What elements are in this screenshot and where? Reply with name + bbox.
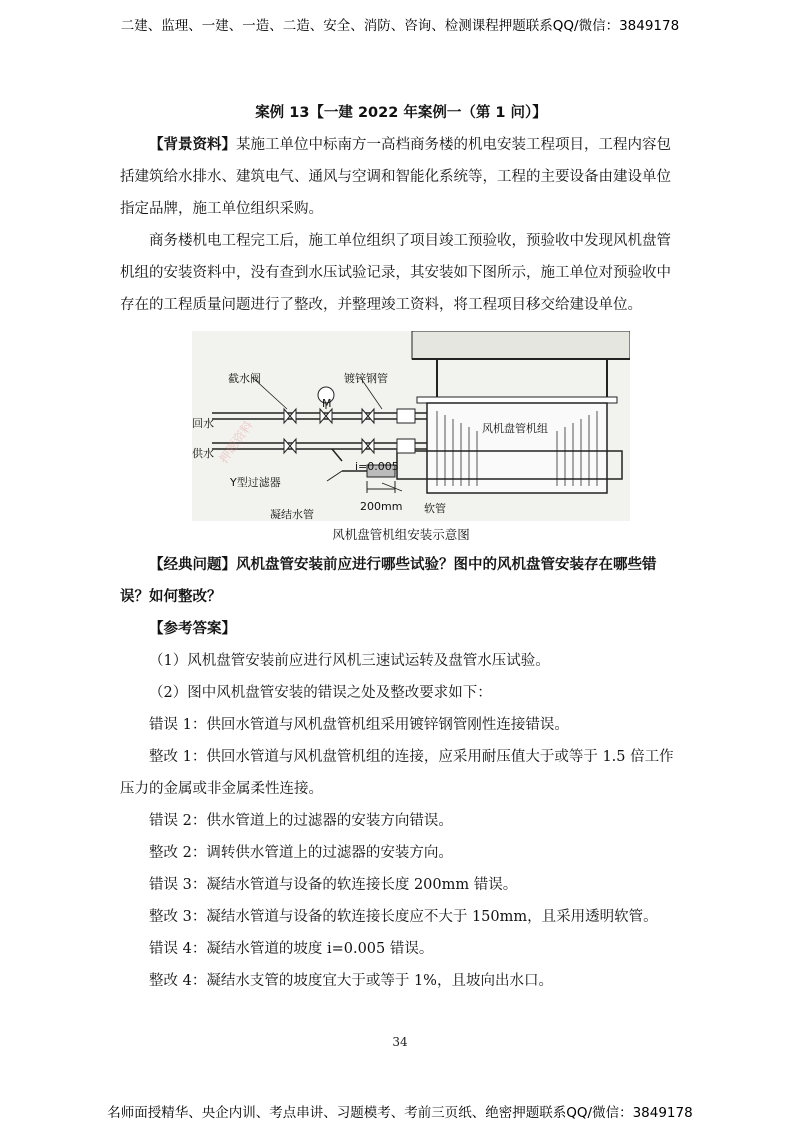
answer-line: 错误 1：供回水管道与风机盘管机组采用镀锌钢管刚性连接错误。 — [149, 717, 569, 733]
question: 【经典问题】风机盘管安装前应进行哪些试验？图中的风机盘管安装存在哪些错误？如何整改？ — [120, 557, 657, 605]
document-body — [120, 97, 682, 997]
background-paragraph-1 — [120, 129, 682, 225]
label-y-filter: Y型过滤器 — [230, 476, 281, 489]
answer-label: 【参考答案】 — [149, 621, 236, 637]
page-footer: 名师面授精华、央企内训、考点串讲、习题模考、考前三页纸、绝密押题联系QQ/微信：3849178 — [107, 1105, 693, 1121]
label-supply-water: 供水 — [192, 447, 214, 460]
background-text-1: 某施工单位中标南方一高档商务楼的机电安装工程项目，工程内容包括建筑给水排水、建筑电气、通风与空调和智能化系统等，工程的主要设备由建设单位指定品牌，施工单位组织采购。 — [120, 137, 671, 217]
label-motor: M — [322, 397, 332, 410]
label-return-water: 回水 — [192, 417, 214, 430]
answer-line: 错误 2：供水管道上的过滤器的安装方向错误。 — [149, 813, 453, 829]
answer-line: （1）风机盘管安装前应进行风机三速试运转及盘管水压试验。 — [149, 653, 550, 669]
figure-caption: 风机盘管机组安装示意图 — [332, 527, 470, 542]
watermark: 押题资料 — [216, 418, 256, 466]
label-length: 200mm — [360, 500, 403, 513]
label-hose: 软管 — [424, 502, 446, 515]
answer-line: 整改 1：供回水管道与风机盘管机组的连接，应采用耐压值大于或等于 1.5 倍工作压力的金属或非金属柔性连接。 — [120, 749, 674, 797]
label-galvanized-pipe: 镀锌钢管 — [344, 372, 388, 385]
answer-line: 整改 3：凝结水管道与设备的软连接长度应不大于 150mm，且采用透明软管。 — [149, 909, 658, 925]
page-number: 34 — [392, 1035, 408, 1049]
background-paragraph-2: 商务楼机电工程完工后，施工单位组织了项目竣工预验收，预验收中发现风机盘管机组的安装资料中，没有查到水压试验记录，其安装如下图所示，施工单位对预验收中存在的工程质量问题进行了整改，并整理竣工资料，将工程项目移交给建设单位。 — [120, 233, 671, 313]
background-label: 【背景资料】 — [149, 137, 236, 153]
answer-line: （2）图中风机盘管安装的错误之处及整改要求如下： — [149, 685, 492, 701]
page-header: 二建、监理、一建、一造、二造、安全、消防、咨询、检测课程押题联系QQ/微信：3849178 — [120, 18, 680, 34]
answer-line: 整改 2：调转供水管道上的过滤器的安装方向。 — [149, 845, 453, 861]
label-condensate-pipe: 凝结水管 — [270, 508, 314, 521]
case-title: 案例 13【一建 2022 年案例一（第 1 问）】 — [255, 105, 547, 121]
answer-line: 整改 4：凝结水支管的坡度宜大于或等于 1%，且坡向出水口。 — [149, 973, 553, 989]
fan-coil-diagram — [192, 331, 630, 521]
answer-line: 错误 4：凝结水管道的坡度 i=0.005 错误。 — [149, 941, 434, 957]
answer-line: 错误 3：凝结水管道与设备的软连接长度 200mm 错误。 — [149, 877, 518, 893]
label-valve: 截水阀 — [228, 372, 261, 385]
label-slope: i=0.005 — [355, 460, 399, 473]
label-fan-coil: 风机盘管机组 — [482, 422, 548, 435]
